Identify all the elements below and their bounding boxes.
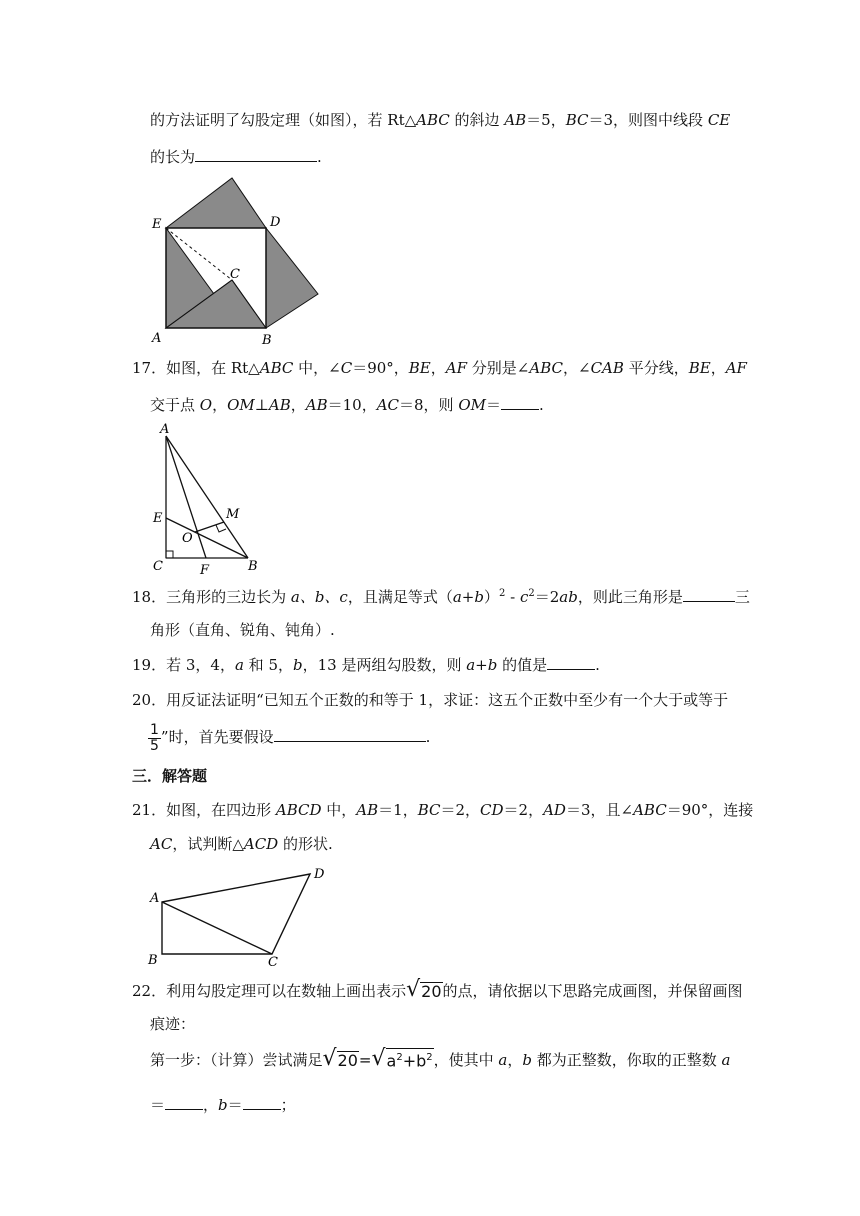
q17-var: AF [725, 359, 747, 377]
q22-line-3 [150, 1046, 731, 1074]
exponent: 2 [396, 1051, 403, 1063]
label-C: C [153, 559, 163, 574]
q16-var: ABC [416, 111, 450, 129]
label-E: E [152, 217, 162, 232]
answer-blank[interactable] [274, 726, 426, 742]
answer-blank-a[interactable] [165, 1094, 203, 1110]
q21-text: ＝2， [503, 801, 544, 819]
q17-text: ， [430, 359, 446, 377]
q22-text: 利用勾股定理可以在数轴上画出表示 [166, 982, 407, 1000]
q20-line-1 [132, 690, 728, 710]
q21-line-1 [132, 800, 753, 820]
label-B: B [148, 953, 158, 968]
q22-text: 痕迹： [150, 1015, 196, 1033]
q21-text: ＝90°，连接 [666, 801, 754, 819]
q17-var: AB [305, 396, 328, 414]
label-F: F [200, 563, 210, 576]
q17-var: C [340, 359, 353, 377]
q18-text: ，且满足等式（ [347, 588, 453, 606]
q17-text: ⊥ [254, 396, 269, 414]
q22-text: ， [203, 1096, 219, 1114]
q19-text: 和 5， [243, 656, 293, 674]
exponent: 2 [528, 588, 535, 599]
q19-text: 若 3，4， [166, 656, 235, 674]
q17-text: 平分线， [623, 359, 689, 377]
q22-text: ＝ [227, 1096, 243, 1114]
q17-text: ＝10， [327, 396, 377, 414]
q18-text: ） [483, 588, 499, 606]
q21-var: ABCD [275, 801, 322, 819]
q17-text: ＝90°， [352, 359, 409, 377]
q17-text: ，∠ [563, 359, 591, 377]
fraction-denominator: 5 [150, 737, 159, 754]
q20-line-2 [148, 722, 430, 754]
exponent: 2 [426, 1051, 433, 1063]
radicand-plus-b: +b [402, 1051, 427, 1070]
q20-text: . [425, 728, 431, 746]
q16-text: ＝3，则图中线段 [588, 111, 708, 129]
label-A: A [150, 891, 160, 906]
q21-var: ACD [243, 835, 279, 853]
q22-text: ； [280, 1096, 296, 1114]
label-B: B [248, 559, 258, 574]
answer-blank[interactable] [683, 586, 735, 602]
section-heading: 三．解答题 [132, 767, 208, 785]
q22-var: a [498, 1051, 508, 1069]
q17-text: 分别是∠ [467, 359, 530, 377]
fraction-one-fifth [148, 723, 161, 754]
q16-text: 的方法证明了勾股定理（如图），若 Rt△ [150, 111, 417, 129]
q17-var: AF [445, 359, 468, 377]
answer-blank[interactable] [547, 654, 595, 670]
radicand: 20 [421, 982, 442, 1001]
q21-var: BC [417, 801, 441, 819]
label-E: E [153, 511, 163, 526]
q22-text: ， [507, 1051, 523, 1069]
q22-text: 的点，请依据以下思路完成画图，并保留画图 [442, 982, 743, 1000]
q16-text: ＝5， [526, 111, 566, 129]
q17-var: OM [227, 396, 255, 414]
q16-text: 的斜边 [449, 111, 505, 129]
answer-blank[interactable] [501, 394, 539, 410]
q18-var: ab [559, 588, 578, 606]
q17-text: ， [212, 396, 228, 414]
q17-text: ＝8，则 [399, 396, 459, 414]
q21-var: AB [356, 801, 379, 819]
q18-text: 三角形的三边长为 [166, 588, 291, 606]
q21-text: 的形状. [278, 835, 333, 853]
q17-var: BE [688, 359, 711, 377]
q22-var: a [721, 1051, 731, 1069]
radicand: 20 [337, 1051, 358, 1070]
q19-var: b [293, 656, 303, 674]
label-A: A [160, 422, 170, 437]
q21-text: ＝1， [378, 801, 418, 819]
q19-line [132, 654, 600, 675]
q21-figure [144, 860, 330, 968]
q21-text: 中， [321, 801, 357, 819]
answer-blank[interactable] [195, 146, 317, 162]
q19-var: a+b [466, 656, 498, 674]
q18-var: c [519, 588, 529, 606]
q17-text: ， [710, 359, 726, 377]
q17-line-2 [150, 394, 544, 415]
q18-text: ，则此三角形是 [577, 588, 683, 606]
q21-var: ABC [633, 801, 667, 819]
q19-text: . [595, 656, 600, 674]
q18-line-1 [132, 584, 750, 607]
q17-text: 如图，在 Rt△ [166, 359, 260, 377]
q20-text: 用反证法证明“已知五个正数的和等于 1，求证：这五个正数中至少有一个大于或等于 [166, 691, 729, 709]
q18-var: a、b、c [290, 588, 348, 606]
q17-var: AB [268, 396, 291, 414]
q21-text: ＝2， [440, 801, 481, 819]
q22-line-1 [132, 978, 743, 1004]
q20-text: ”时，首先要假设 [160, 728, 274, 746]
question-number: 20． [132, 691, 167, 709]
q19-text: ，13 是两组勾股数，则 [302, 656, 467, 674]
q16-line-1 [150, 110, 730, 130]
q21-var: AD [543, 801, 566, 819]
q21-var: AC [150, 835, 173, 853]
q17-var: CAB [590, 359, 624, 377]
exponent: 2 [498, 588, 506, 599]
q17-var: BE [408, 359, 431, 377]
label-D: D [270, 215, 281, 230]
q17-text: 中，∠ [293, 359, 341, 377]
q18-text: 三 [734, 588, 750, 606]
q17-var: ABC [259, 359, 294, 377]
sqrt-20: √ 20 [406, 977, 442, 1002]
q18-text: 角形（直角、锐角、钝角）. [150, 621, 335, 639]
label-C: C [230, 267, 240, 282]
q17-var: AC [376, 396, 400, 414]
q21-text: ＝3，且∠ [565, 801, 634, 819]
q21-text: ，试判断△ [172, 835, 244, 853]
sqrt-a2-plus-b2: √ $a^2+b^2$ [371, 1046, 433, 1071]
q16-var: BC [565, 111, 589, 129]
q19-var: a [234, 656, 244, 674]
q21-text: 如图，在四边形 [166, 801, 276, 819]
q18-text: ＝2 [534, 588, 560, 606]
q17-var: ABC [529, 359, 563, 377]
question-number: 17． [132, 359, 167, 377]
q22-text: 都为正整数，你取的正整数 [532, 1051, 722, 1069]
label-C: C [268, 955, 278, 968]
q17-text: . [539, 396, 544, 414]
q21-line-2 [150, 834, 333, 854]
radicand-a: a [386, 1051, 397, 1070]
label-A: A [152, 331, 162, 346]
q22-line-2 [150, 1014, 195, 1034]
q22-var: b [522, 1051, 532, 1069]
q17-text: ＝ [485, 396, 501, 414]
label-D: D [314, 867, 325, 882]
q18-var: a+b [452, 588, 484, 606]
question-number: 22． [132, 982, 167, 1000]
question-number: 18． [132, 588, 167, 606]
fraction-numerator: 1 [150, 721, 159, 738]
equals-sign: = [358, 1051, 372, 1069]
answer-blank-b[interactable] [243, 1094, 281, 1110]
q19-text: 的值是 [497, 656, 548, 674]
label-M: M [226, 507, 240, 522]
label-B: B [262, 333, 272, 348]
q22-line-4 [150, 1094, 296, 1115]
q17-var: O [199, 396, 213, 414]
q17-text: 交于点 [150, 396, 200, 414]
q17-var: OM [458, 396, 486, 414]
label-O: O [182, 531, 193, 546]
q22-text: ，使其中 [433, 1051, 499, 1069]
q17-figure [148, 418, 260, 576]
q16-var: AB [504, 111, 527, 129]
q22-text: 第一步：（计算）尝试满足 [150, 1051, 323, 1069]
question-number: 21． [132, 801, 167, 819]
q17-text: ， [290, 396, 306, 414]
q16-line-2 [150, 146, 322, 167]
q21-var: CD [480, 801, 504, 819]
q16-var: CE [707, 111, 731, 129]
question-number: 19． [132, 656, 167, 674]
q18-line-2 [150, 620, 335, 640]
sqrt-20: √ 20 [322, 1046, 358, 1071]
q16-text: . [317, 148, 322, 166]
q17-line-1 [132, 358, 747, 378]
q22-text: ＝ [150, 1096, 166, 1114]
q22-var: b [218, 1096, 228, 1114]
q16-figure [148, 176, 324, 348]
q18-text: - [505, 588, 520, 606]
q16-text: 的长为 [150, 148, 196, 166]
